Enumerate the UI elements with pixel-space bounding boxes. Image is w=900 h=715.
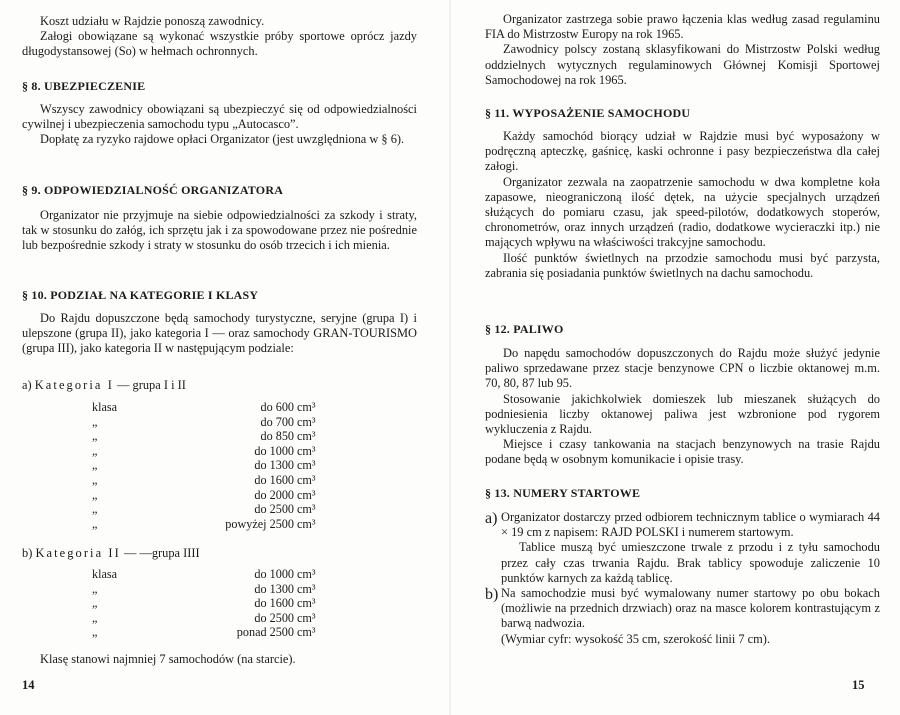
class-label: „ <box>92 429 98 444</box>
category-marker: b) <box>22 546 33 560</box>
section-body-s12 <box>485 346 880 468</box>
class-label: „ <box>92 472 98 487</box>
category-1-class-table <box>22 400 402 531</box>
category-1-title <box>22 378 186 393</box>
paragraph: Organizator zastrzega sobie prawo łączenia klas według zasad regulaminu FIA do Mistrzostw Europy na rok 1965. <box>485 12 880 42</box>
capacity-unit: cm³ <box>297 610 316 625</box>
class-label: „ <box>92 458 98 473</box>
capacity-unit: cm³ <box>297 487 316 502</box>
left-intro <box>22 14 417 60</box>
page-number: 14 <box>22 678 35 692</box>
class-label: klasa <box>92 567 118 581</box>
class-capacity: do 2500 <box>254 502 294 517</box>
paragraph: Zawodnicy polscy zostaną sklasyfikowani do Mistrzostw Polski według oddzielnych wytycznych regulaminowych Głównej Komisji Sportowej Samochodowej na rok 1965. <box>485 42 880 87</box>
class-capacity: do 1000 <box>254 567 294 581</box>
right-page <box>450 0 900 715</box>
section-body-s10 <box>22 311 417 357</box>
class-label: „ <box>92 610 98 625</box>
paragraph: Miejsce i czasy tankowania na stacjach benzynowych na trasie Rajdu podane będą w osobnym komunikacie i opisie trasy. <box>485 437 880 467</box>
class-row <box>22 502 402 517</box>
category-2-title <box>22 546 200 561</box>
section-body-s11 <box>485 129 880 281</box>
intro-paragraph: Załogi obowiązane są wykonać wszystkie próby sportowe oprócz jazdy długodystansowej (So) w hełmach ochronnych. <box>22 29 417 59</box>
capacity-unit: cm³ <box>297 443 316 458</box>
section-heading-s8: § 8. UBEZPIECZENIE <box>22 79 146 93</box>
class-capacity: do 850 <box>260 429 294 444</box>
category-label: Kategoria I <box>34 378 114 392</box>
category-marker: a) <box>22 378 32 392</box>
section-heading-s12: § 12. PALIWO <box>485 322 564 336</box>
class-row <box>22 473 402 488</box>
capacity-unit: cm³ <box>297 458 316 473</box>
capacity-unit: cm³ <box>297 581 316 596</box>
list-marker: b) <box>485 586 499 604</box>
class-label: „ <box>92 581 98 596</box>
page-number: 15 <box>852 678 865 692</box>
class-label: „ <box>92 487 98 502</box>
list-item-text: Na samochodzie musi być wymalowany numer startowy po obu bokach (możliwie na przednich drzwiach) oraz na masce kolorem kontrastującym z barwą nadwozia. <box>501 586 880 631</box>
list-item-continuation: Tablice muszą być umieszczone trwale z przodu i z tyłu samochodu przez cały czas trwania Rajdu. Brak tablicy spowoduje zaliczenie 10 punktów karnych za każdą tablicę. <box>501 540 880 585</box>
section-heading-s13: § 13. NUMERY STARTOWE <box>485 486 641 500</box>
capacity-unit: cm³ <box>297 625 316 640</box>
capacity-unit: cm³ <box>297 414 316 429</box>
class-row <box>22 400 402 415</box>
class-label: „ <box>92 516 98 531</box>
list-item-a <box>485 510 880 586</box>
paragraph: Do napędu samochodów dopuszczonych do Rajdu może służyć jedynie paliwo sprzedawane przez stacje benzynowe CPN o liczbie oktanowej m.m. 70, 80, 87 lub 95. <box>485 346 880 391</box>
section-body-s9 <box>22 208 417 254</box>
capacity-unit: cm³ <box>297 472 316 487</box>
class-capacity: do 2000 <box>254 487 294 502</box>
paragraph: Organizator zezwala na zaopatrzenie samochodu w dwa kompletne koła zapasowe, nieograniczoną ilość dętek, na użycie specjalnych urządzeń służących do pomiaru czasu, jak speed-pilotów, dodatkowych stoperów, chronometrów, oraz innych urządzeń (radio, dodatkowe wycieraczki itp.) nie mających wpływu na właściwości trakcyjne samochodu. <box>485 174 880 250</box>
paragraph: Dopłatę za ryzyko rajdowe opłaci Organizator (jest uwzględniona w § 6). <box>40 132 405 147</box>
class-capacity: do 700 <box>260 414 294 429</box>
intro-paragraph: Koszt udziału w Rajdzie ponoszą zawodnicy. <box>40 14 265 28</box>
class-capacity: powyżej 2500 <box>225 516 294 531</box>
section-body-s8 <box>22 102 417 148</box>
capacity-unit: cm³ <box>297 516 316 531</box>
section-body-s13 <box>485 510 880 647</box>
category-label: Kategoria II <box>35 546 121 560</box>
category-groups: — —grupa IIII <box>123 546 200 560</box>
paragraph: Do Rajdu dopuszczone będą samochody turystyczne, seryjne (grupa I) i ulepszone (grupa II), jako kategoria I — oraz samochody GRAN-TOURISMO (grupa III), jako kategoria II w następującym podziale: <box>22 311 417 356</box>
capacity-unit: cm³ <box>297 567 316 581</box>
class-row <box>22 429 402 444</box>
section-heading-s9: § 9. ODPOWIEDZIALNOŚĆ ORGANIZATORA <box>22 183 284 197</box>
class-capacity: do 1000 <box>254 443 294 458</box>
capacity-unit: cm³ <box>297 502 316 517</box>
class-capacity: do 1600 <box>254 596 294 611</box>
category-groups: — grupa I i II <box>117 378 186 392</box>
capacity-unit: cm³ <box>297 429 316 444</box>
class-capacity: do 1300 <box>254 581 294 596</box>
class-row <box>22 444 402 459</box>
right-intro <box>485 12 880 88</box>
list-marker: a) <box>485 510 498 527</box>
dimension-note: (Wymiar cyfr: wysokość 35 cm, szerokość linii 7 cm). <box>501 631 771 646</box>
section-heading-s11: § 11. WYPOSAŻENIE SAMOCHODU <box>485 106 691 120</box>
class-row <box>22 415 402 430</box>
class-row <box>22 596 402 611</box>
category-2-class-table <box>22 567 402 640</box>
class-label: klasa <box>92 400 118 414</box>
class-row <box>22 517 402 532</box>
class-row <box>22 625 402 640</box>
class-label: „ <box>92 625 98 640</box>
class-label: „ <box>92 502 98 517</box>
paragraph: Stosowanie jakichkolwiek domieszek lub mieszanek służących do podniesienia liczby oktanowej paliwa jest wzbronione pod rygorem wykluczenia z Rajdu. <box>485 391 880 437</box>
class-capacity: ponad 2500 <box>236 625 294 640</box>
paragraph: Ilość punktów świetlnych na przodzie samochodu musi być parzysta, zabrania się posiadania punktów świetlnych na dachu samochodu. <box>485 250 880 280</box>
paragraph: Organizator nie przyjmuje na siebie odpowiedzialności za szkody i straty, tak w stosunku do załóg, ich sprzętu jak i za spowodowane przez nie pośrednie lub bezpośrednie szkody i straty w stosunku do osób trzecich i ich mienia. <box>22 208 417 253</box>
class-row <box>22 567 402 582</box>
class-row <box>22 611 402 626</box>
class-label: „ <box>92 443 98 458</box>
paragraph: Każdy samochód biorący udział w Rajdzie musi być wyposażony w podręczną apteczkę, gaśnicę, kaski ochronne i pasy bezpieczeństwa dla całej załogi. <box>485 129 880 174</box>
capacity-unit: cm³ <box>297 596 316 611</box>
paragraph: Wszyscy zawodnicy obowiązani są ubezpieczyć się od odpowiedzialności cywilnej i ubezpieczenia samochodu typu „Autocasco”. <box>22 102 417 132</box>
list-item-b <box>485 586 880 647</box>
section-heading-s10: § 10. PODZIAŁ NA KATEGORIE I KLASY <box>22 288 259 302</box>
capacity-unit: cm³ <box>297 400 316 414</box>
class-row <box>22 458 402 473</box>
class-capacity: do 1300 <box>254 458 294 473</box>
class-minimum-note: Klasę stanowi najmniej 7 samochodów (na starcie). <box>40 652 296 666</box>
class-row <box>22 582 402 597</box>
class-label: „ <box>92 596 98 611</box>
class-label: „ <box>92 414 98 429</box>
list-item-text: Organizator dostarczy przed odbiorem technicznym tablice o wymiarach 44 × 19 cm z napisem: RAJD POLSKI i numerem startowym. <box>501 510 880 540</box>
class-capacity: do 1600 <box>254 472 294 487</box>
class-capacity: do 2500 <box>254 610 294 625</box>
class-row <box>22 488 402 503</box>
class-capacity: do 600 <box>260 400 294 414</box>
